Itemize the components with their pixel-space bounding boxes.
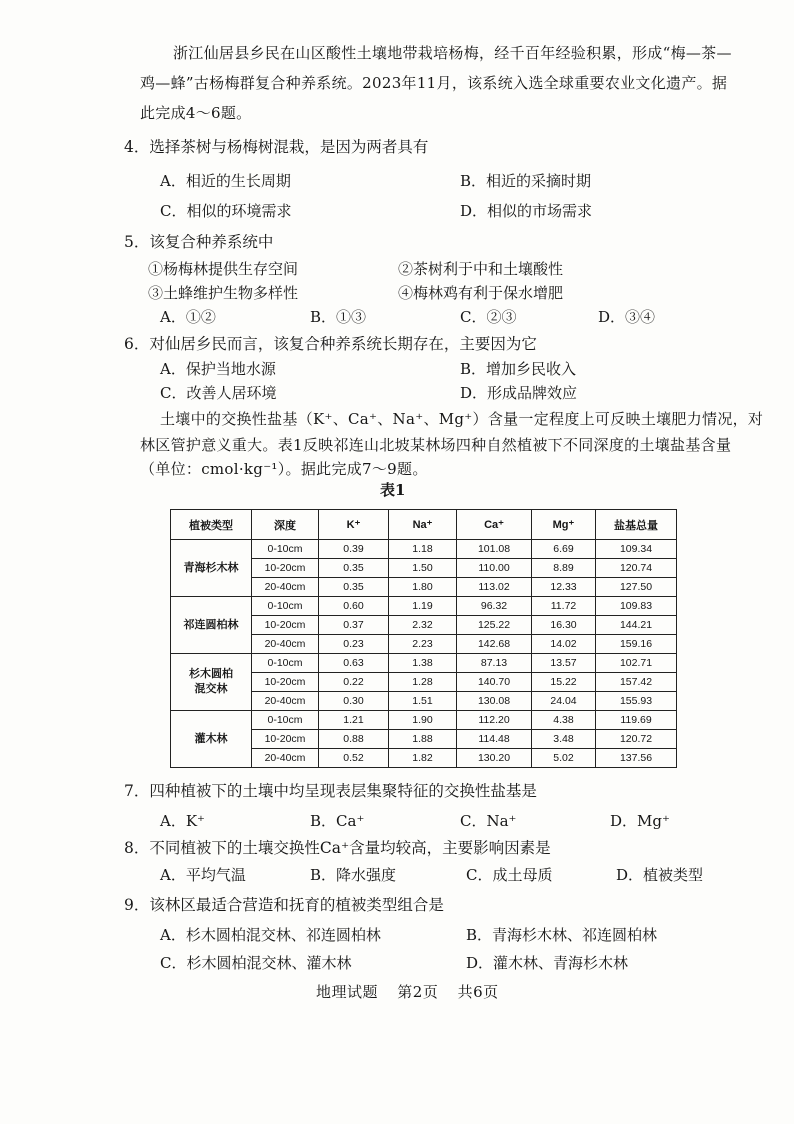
question-7-stem: 7．四种植被下的土壤中均呈现表层集聚特征的交换性盐基是 — [124, 782, 537, 800]
question-7-option-c[interactable]: C．Na⁺ — [460, 812, 517, 830]
ca-cell: 140.70 — [457, 673, 532, 692]
depth-cell: 0-10cm — [252, 597, 319, 616]
mg-cell: 6.69 — [532, 540, 596, 559]
k-cell: 0.22 — [319, 673, 389, 692]
k-cell: 0.52 — [319, 749, 389, 768]
mg-cell: 8.89 — [532, 559, 596, 578]
question-7-option-b[interactable]: B．Ca⁺ — [310, 812, 365, 830]
mg-cell: 24.04 — [532, 692, 596, 711]
header-ca: Ca⁺ — [457, 510, 532, 540]
k-cell: 0.63 — [319, 654, 389, 673]
header-k: K⁺ — [319, 510, 389, 540]
depth-cell: 10-20cm — [252, 616, 319, 635]
question-4-option-c[interactable]: C．相似的环境需求 — [160, 202, 292, 220]
mg-cell: 5.02 — [532, 749, 596, 768]
table-row — [171, 540, 677, 559]
soil-base-table — [170, 509, 677, 768]
table-caption: 表1 — [380, 481, 406, 499]
k-cell: 0.60 — [319, 597, 389, 616]
ca-cell: 113.02 — [457, 578, 532, 597]
question-9-option-d[interactable]: D．灌木林、青海杉木林 — [466, 954, 629, 972]
vegetation-label: 杉木圆柏 — [189, 668, 233, 680]
vegetation-label: 青海杉木林 — [183, 561, 239, 574]
ca-cell: 130.08 — [457, 692, 532, 711]
depth-cell: 20-40cm — [252, 635, 319, 654]
na-cell: 1.50 — [389, 559, 457, 578]
ca-cell: 112.20 — [457, 711, 532, 730]
na-cell: 1.80 — [389, 578, 457, 597]
table-header-row — [171, 510, 677, 540]
question-7-option-a[interactable]: A．K⁺ — [160, 812, 205, 830]
question-8-option-d[interactable]: D．植被类型 — [616, 866, 704, 884]
question-5-statement-4: ④梅林鸡有利于保水增肥 — [398, 284, 564, 302]
header-mg: Mg⁺ — [532, 510, 596, 540]
k-cell: 0.23 — [319, 635, 389, 654]
depth-cell: 20-40cm — [252, 749, 319, 768]
na-cell: 1.19 — [389, 597, 457, 616]
na-cell: 1.88 — [389, 730, 457, 749]
total-cell: 157.42 — [596, 673, 677, 692]
total-cell: 144.21 — [596, 616, 677, 635]
vegetation-label: 灌木林 — [194, 732, 228, 745]
question-9-stem: 9．该林区最适合营造和抚育的植被类型组合是 — [124, 896, 444, 914]
question-8-option-a[interactable]: A．平均气温 — [160, 866, 246, 884]
question-8-option-c[interactable]: C．成土母质 — [466, 866, 553, 884]
k-cell: 0.37 — [319, 616, 389, 635]
question-9-option-a[interactable]: A．杉木圆柏混交林、祁连圆柏林 — [160, 926, 381, 944]
question-5-option-d[interactable]: D．③④ — [598, 308, 656, 326]
ca-cell: 87.13 — [457, 654, 532, 673]
depth-cell: 10-20cm — [252, 730, 319, 749]
question-5-option-c[interactable]: C．②③ — [460, 308, 517, 326]
na-cell: 1.18 — [389, 540, 457, 559]
depth-cell: 0-10cm — [252, 711, 319, 730]
intro-paragraph-1-line-3: 此完成4～6题。 — [140, 104, 252, 122]
k-cell: 0.35 — [319, 578, 389, 597]
ca-cell: 114.48 — [457, 730, 532, 749]
na-cell: 2.32 — [389, 616, 457, 635]
vegetation-label: 祁连圆柏林 — [183, 618, 239, 631]
mg-cell: 16.30 — [532, 616, 596, 635]
k-cell: 0.39 — [319, 540, 389, 559]
intro-paragraph-2-line-2: 林区管护意义重大。表1反映祁连山北坡某林场四种自然植被下不同深度的土壤盐基含量 — [140, 436, 732, 454]
na-cell: 1.51 — [389, 692, 457, 711]
total-cell: 120.72 — [596, 730, 677, 749]
mg-cell: 12.33 — [532, 578, 596, 597]
question-5-statement-1: ①杨梅林提供生存空间 — [148, 260, 299, 278]
total-cell: 127.50 — [596, 578, 677, 597]
question-4-option-d[interactable]: D．相似的市场需求 — [460, 202, 593, 220]
intro-paragraph-1-line-1: 浙江仙居县乡民在山区酸性土壤地带栽培杨梅，经千百年经验积累，形成“梅—茶— — [173, 44, 732, 62]
ca-cell: 130.20 — [457, 749, 532, 768]
question-5-option-b[interactable]: B．①③ — [310, 308, 367, 326]
header-depth: 深度 — [252, 510, 319, 540]
vegetation-label-line-2: 混交林 — [194, 683, 228, 695]
mg-cell: 3.48 — [532, 730, 596, 749]
total-cell: 137.56 — [596, 749, 677, 768]
k-cell: 0.88 — [319, 730, 389, 749]
depth-cell: 10-20cm — [252, 673, 319, 692]
footer-total-pages: 共6页 — [457, 983, 499, 1001]
question-6-option-d[interactable]: D．形成品牌效应 — [460, 384, 578, 402]
question-5-stem: 5．该复合种养系统中 — [124, 233, 274, 251]
vegetation-cell — [171, 654, 252, 711]
mg-cell: 14.02 — [532, 635, 596, 654]
intro-paragraph-1-line-2: 鸡—蜂”古杨梅群复合种养系统。2023年11月，该系统入选全球重要农业文化遗产。据 — [140, 74, 728, 92]
vegetation-cell — [171, 540, 252, 597]
footer-subject: 地理试题 — [316, 983, 379, 1001]
question-5-statement-3: ③土蜂维护生物多样性 — [148, 284, 299, 302]
vegetation-cell — [171, 597, 252, 654]
question-8-option-b[interactable]: B．降水强度 — [310, 866, 397, 884]
question-5-option-a[interactable]: A．①② — [160, 308, 216, 326]
footer-page-number: 第2页 — [397, 983, 439, 1001]
question-4-stem: 4．选择茶树与杨梅树混栽，是因为两者具有 — [124, 138, 429, 156]
question-6-option-a[interactable]: A．保护当地水源 — [160, 360, 276, 378]
mg-cell: 11.72 — [532, 597, 596, 616]
question-9-option-b[interactable]: B．青海杉木林、祁连圆柏林 — [466, 926, 658, 944]
intro-paragraph-2-line-1: 土壤中的交换性盐基（K⁺、Ca⁺、Na⁺、Mg⁺）含量一定程度上可反映土壤肥力情况，对 — [160, 410, 764, 428]
k-cell: 0.35 — [319, 559, 389, 578]
ca-cell: 125.22 — [457, 616, 532, 635]
total-cell: 119.69 — [596, 711, 677, 730]
header-na: Na⁺ — [389, 510, 457, 540]
mg-cell: 13.57 — [532, 654, 596, 673]
total-cell: 159.16 — [596, 635, 677, 654]
k-cell: 1.21 — [319, 711, 389, 730]
total-cell: 109.83 — [596, 597, 677, 616]
depth-cell: 20-40cm — [252, 578, 319, 597]
depth-cell: 0-10cm — [252, 654, 319, 673]
vegetation-cell — [171, 711, 252, 768]
total-cell: 109.34 — [596, 540, 677, 559]
header-total: 盐基总量 — [596, 510, 677, 540]
question-6-option-c[interactable]: C．改善人居环境 — [160, 384, 277, 402]
total-cell: 102.71 — [596, 654, 677, 673]
table-row — [171, 654, 677, 673]
ca-cell: 110.00 — [457, 559, 532, 578]
total-cell: 120.74 — [596, 559, 677, 578]
question-6-stem: 6．对仙居乡民而言，该复合种养系统长期存在，主要因为它 — [124, 335, 537, 353]
mg-cell: 4.38 — [532, 711, 596, 730]
question-7-option-d[interactable]: D．Mg⁺ — [610, 812, 670, 830]
header-vegetation: 植被类型 — [171, 510, 252, 540]
table-row — [171, 597, 677, 616]
question-5-statement-2: ②茶树利于中和土壤酸性 — [398, 260, 564, 278]
na-cell: 1.38 — [389, 654, 457, 673]
intro-paragraph-2-line-3: （单位：cmol·kg⁻¹）。据此完成7～9题。 — [140, 460, 428, 478]
na-cell: 1.28 — [389, 673, 457, 692]
question-9-option-c[interactable]: C．杉木圆柏混交林、灌木林 — [160, 954, 352, 972]
question-6-option-b[interactable]: B．增加乡民收入 — [460, 360, 577, 378]
na-cell: 2.23 — [389, 635, 457, 654]
depth-cell: 20-40cm — [252, 692, 319, 711]
depth-cell: 10-20cm — [252, 559, 319, 578]
ca-cell: 101.08 — [457, 540, 532, 559]
na-cell: 1.90 — [389, 711, 457, 730]
question-8-stem: 8．不同植被下的土壤交换性Ca⁺含量均较高，主要影响因素是 — [124, 839, 551, 857]
k-cell: 0.30 — [319, 692, 389, 711]
mg-cell: 15.22 — [532, 673, 596, 692]
depth-cell: 0-10cm — [252, 540, 319, 559]
ca-cell: 96.32 — [457, 597, 532, 616]
table-row — [171, 711, 677, 730]
ca-cell: 142.68 — [457, 635, 532, 654]
question-4-option-b[interactable]: B．相近的采摘时期 — [460, 172, 592, 190]
total-cell: 155.93 — [596, 692, 677, 711]
na-cell: 1.82 — [389, 749, 457, 768]
question-4-option-a[interactable]: A．相近的生长周期 — [160, 172, 291, 190]
page-footer — [316, 981, 513, 1002]
